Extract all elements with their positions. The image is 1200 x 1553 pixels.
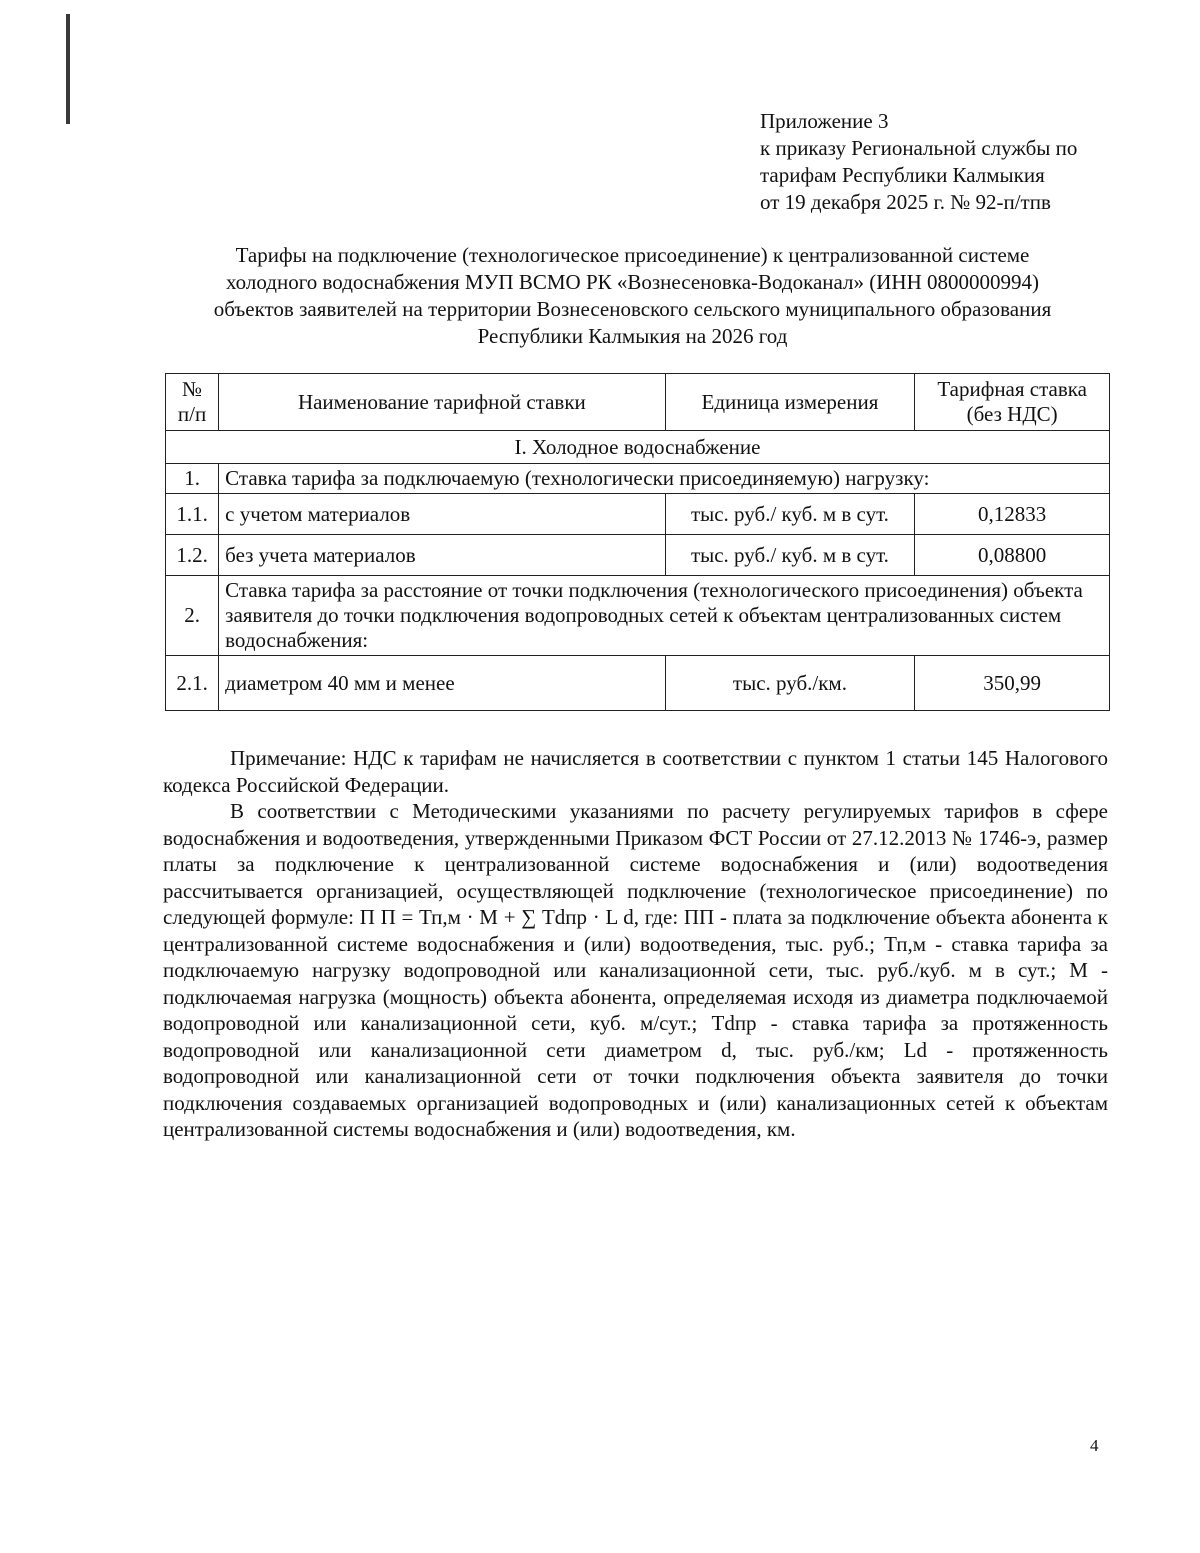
appendix-header <box>760 108 1160 216</box>
table-row <box>166 576 1110 656</box>
table-row <box>166 535 1110 576</box>
vat-note: Примечание: НДС к тарифам не начисляется в соответствии с пунктом 1 статьи 145 Налогового кодекса Российской Федерации. <box>163 746 1108 797</box>
row-rate: 0,08800 <box>915 535 1110 576</box>
appendix-line-4: от 19 декабря 2025 г. № 92-п/тпв <box>760 190 1051 214</box>
table-header-row <box>166 374 1110 431</box>
header-rate: Тарифная ставка (без НДС) <box>915 374 1110 431</box>
page-number: 4 <box>1090 1436 1099 1455</box>
methodology-part-2: , где: ПП - плата за подключение объекта абонента к централизованной системе водоснабжения и (или) водоотведения, тыс. руб.; Тп,м - ставка тарифа за подключаемую нагрузку водопроводной или канализационной сети, тыс. руб./куб. м в сут.; М - подключаемая нагрузка (мощность) объекта абонента, определяемая исходя из диаметра подключаемой водопроводной или канализационной сети, куб. м/сут.; Тdпр - ставка тарифа за протяженность водопроводной или канализационной сети диаметром d, тыс. руб./км; Ld - протяженность водопроводной или канализационной сети от точки подключения объекта заявителя до точки подключения создаваемых организацией водопроводных и (или) канализационных сетей к объектам централизованной системы водоснабжения и (или) водоотведения, км. <box>163 905 1108 1141</box>
methodology-paragraph <box>163 798 1108 1143</box>
appendix-line-2: к приказу Региональной службы по <box>760 136 1078 160</box>
header-num: № п/п <box>166 374 219 431</box>
row-num: 2.1. <box>166 656 219 711</box>
title-line-4: Республики Калмыкия на 2026 год <box>477 324 788 348</box>
tariff-table <box>165 373 1110 711</box>
table-row <box>166 494 1110 535</box>
row-name: Ставка тарифа за подключаемую (технологически присоединяемую) нагрузку: <box>219 464 1110 494</box>
section-row <box>166 431 1110 464</box>
scan-edge-mark <box>66 14 70 124</box>
row-name: диаметром 40 мм и менее <box>219 656 665 711</box>
title-line-2: холодного водоснабжения МУП ВСМО РК «Вознесеновка-Водоканал» (ИНН 0800000994) <box>225 270 1040 294</box>
appendix-line-3: тарифам Республики Калмыкия <box>760 163 1045 187</box>
fee-formula: П П = Тп,м · М + ∑ Тdпр · L d <box>359 905 634 929</box>
title-line-1: Тарифы на подключение (технологическое присоединение) к централизованной системе <box>235 243 1030 267</box>
document-title <box>160 242 1105 350</box>
methodology-part-1: В соответствии с Методическими указаниями по расчету регулируемых тарифов в сфере водоснабжения и водоотведения, утвержденными Приказом ФСТ России от 27.12.2013 № 1746-э, размер платы за подключение к централизованной системе водоснабжения и (или) водоотведения рассчитывается организацией, осуществляющей подключение (технологическое присоединение) по следующей формуле: <box>163 799 1108 929</box>
table-row <box>166 656 1110 711</box>
row-name: Ставка тарифа за расстояние от точки подключения (технологического присоединения) объекта заявителя до точки подключения водопроводных сетей к объектам централизованных систем водоснабжения: <box>219 576 1110 656</box>
body-text <box>163 745 1108 1143</box>
row-num: 1.2. <box>166 535 219 576</box>
row-unit: тыс. руб./км. <box>665 656 915 711</box>
row-num: 2. <box>166 576 219 656</box>
row-num: 1. <box>166 464 219 494</box>
row-unit: тыс. руб./ куб. м в сут. <box>665 494 915 535</box>
row-unit: тыс. руб./ куб. м в сут. <box>665 535 915 576</box>
row-name: с учетом материалов <box>219 494 665 535</box>
appendix-line-1: Приложение 3 <box>760 109 889 133</box>
table-row <box>166 464 1110 494</box>
header-unit: Единица измерения <box>665 374 915 431</box>
row-name: без учета материалов <box>219 535 665 576</box>
section-title: I. Холодное водоснабжение <box>166 431 1110 464</box>
row-rate: 350,99 <box>915 656 1110 711</box>
header-name: Наименование тарифной ставки <box>219 374 665 431</box>
row-num: 1.1. <box>166 494 219 535</box>
row-rate: 0,12833 <box>915 494 1110 535</box>
title-line-3: объектов заявителей на территории Вознесеновского сельского муниципального образования <box>213 297 1052 321</box>
